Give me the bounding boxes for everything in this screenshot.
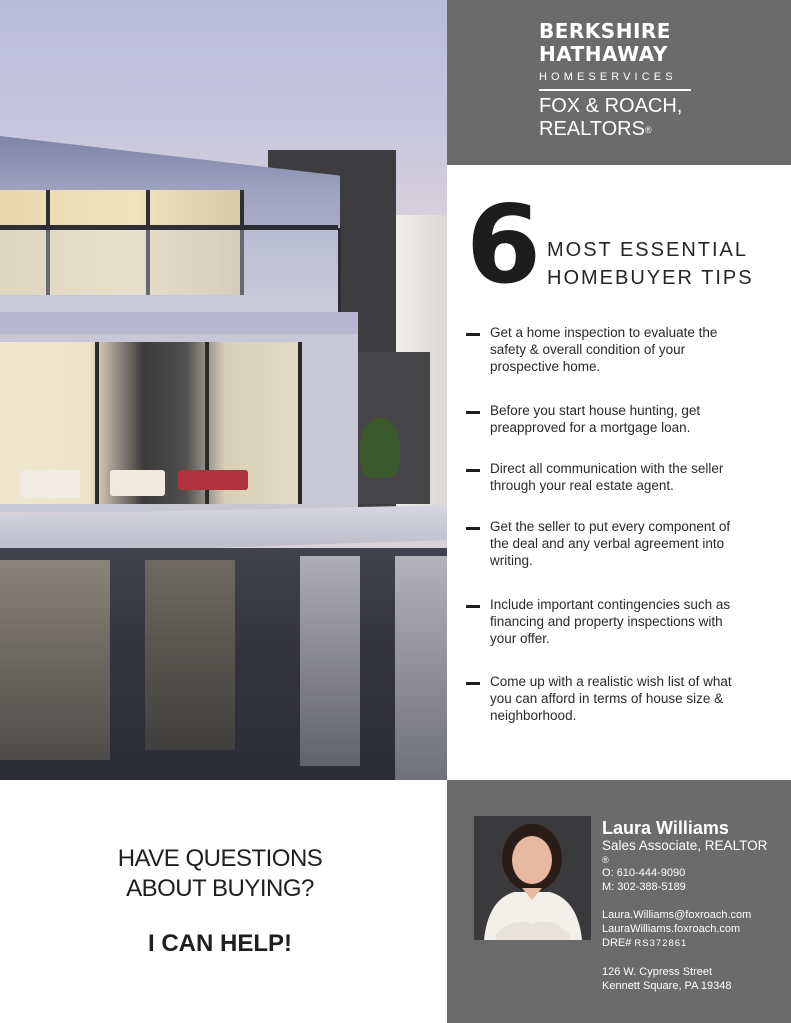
dash-bullet-icon (466, 469, 480, 472)
call-to-action (0, 780, 447, 1023)
dash-bullet-icon (466, 605, 480, 608)
tip-text: Direct all communication with the seller through your real estate agent. (490, 461, 724, 493)
dash-bullet-icon (466, 682, 480, 685)
tip-item (466, 596, 746, 647)
tip-item (466, 324, 746, 375)
tips-heading (547, 236, 754, 292)
brand-line-3: HOMESERVICES (539, 71, 677, 83)
dash-bullet-icon (466, 527, 480, 530)
agent-address-line-2: Kennett Square, PA 19348 (602, 980, 732, 992)
dash-bullet-icon (466, 411, 480, 414)
cta-question-line-2: ABOUT BUYING? (126, 875, 314, 902)
tip-text: Come up with a realistic wish list of what you can afford in terms of house size & neighborhood. (490, 674, 732, 723)
agent-avatar (474, 816, 591, 940)
office-phone[interactable]: O: 610-444-9090 (602, 867, 686, 879)
tip-item (466, 460, 746, 494)
agent-website-link[interactable]: LauraWilliams.foxroach.com (602, 923, 741, 935)
cta-question (0, 844, 440, 904)
dash-bullet-icon (466, 333, 480, 336)
brand-line-5: REALTORS® (539, 118, 652, 140)
cta-question-line-1: HAVE QUESTIONS (117, 845, 323, 872)
agent-address-line-1: 126 W. Cypress Street (602, 966, 713, 978)
mobile-phone[interactable]: M: 302-388-5189 (602, 881, 686, 893)
brand-line-2: HATHAWAY (539, 42, 668, 66)
tip-text: Get a home inspection to evaluate the safety & overall condition of your prospective home. (490, 325, 718, 374)
cta-help: I CAN HELP! (148, 930, 292, 957)
agent-name: Laura Williams (602, 818, 729, 838)
tips-number: 6 (466, 183, 538, 308)
tip-item (466, 518, 746, 569)
tip-text: Include important contingencies such as financing and property inspections with your offer. (490, 597, 731, 646)
brand-divider (539, 89, 691, 91)
brand-line-1: BERKSHIRE (539, 19, 671, 43)
tip-text: Before you start house hunting, get preapproved for a mortgage loan. (490, 403, 701, 435)
tips-heading-line-2: HOMEBUYER TIPS (547, 267, 754, 289)
agent-license: DRE# RS372861 (602, 937, 688, 949)
tip-text: Get the seller to put every component of the deal and any verbal agreement into writing. (490, 519, 731, 568)
tips-heading-line-1: MOST ESSENTIAL (547, 239, 749, 261)
agent-title: Sales Associate, REALTOR (602, 838, 768, 853)
hero-house-photo (0, 0, 447, 780)
brand-logo-block (447, 0, 791, 165)
tip-item (466, 673, 746, 724)
tip-item (466, 402, 746, 436)
agent-contact-panel (447, 780, 791, 1023)
agent-email-link[interactable]: Laura.Williams@foxroach.com (602, 909, 752, 921)
brand-logo (539, 20, 699, 141)
brand-line-4: FOX & ROACH, (539, 95, 683, 117)
agent-title-reg-mark: ® (602, 855, 609, 865)
